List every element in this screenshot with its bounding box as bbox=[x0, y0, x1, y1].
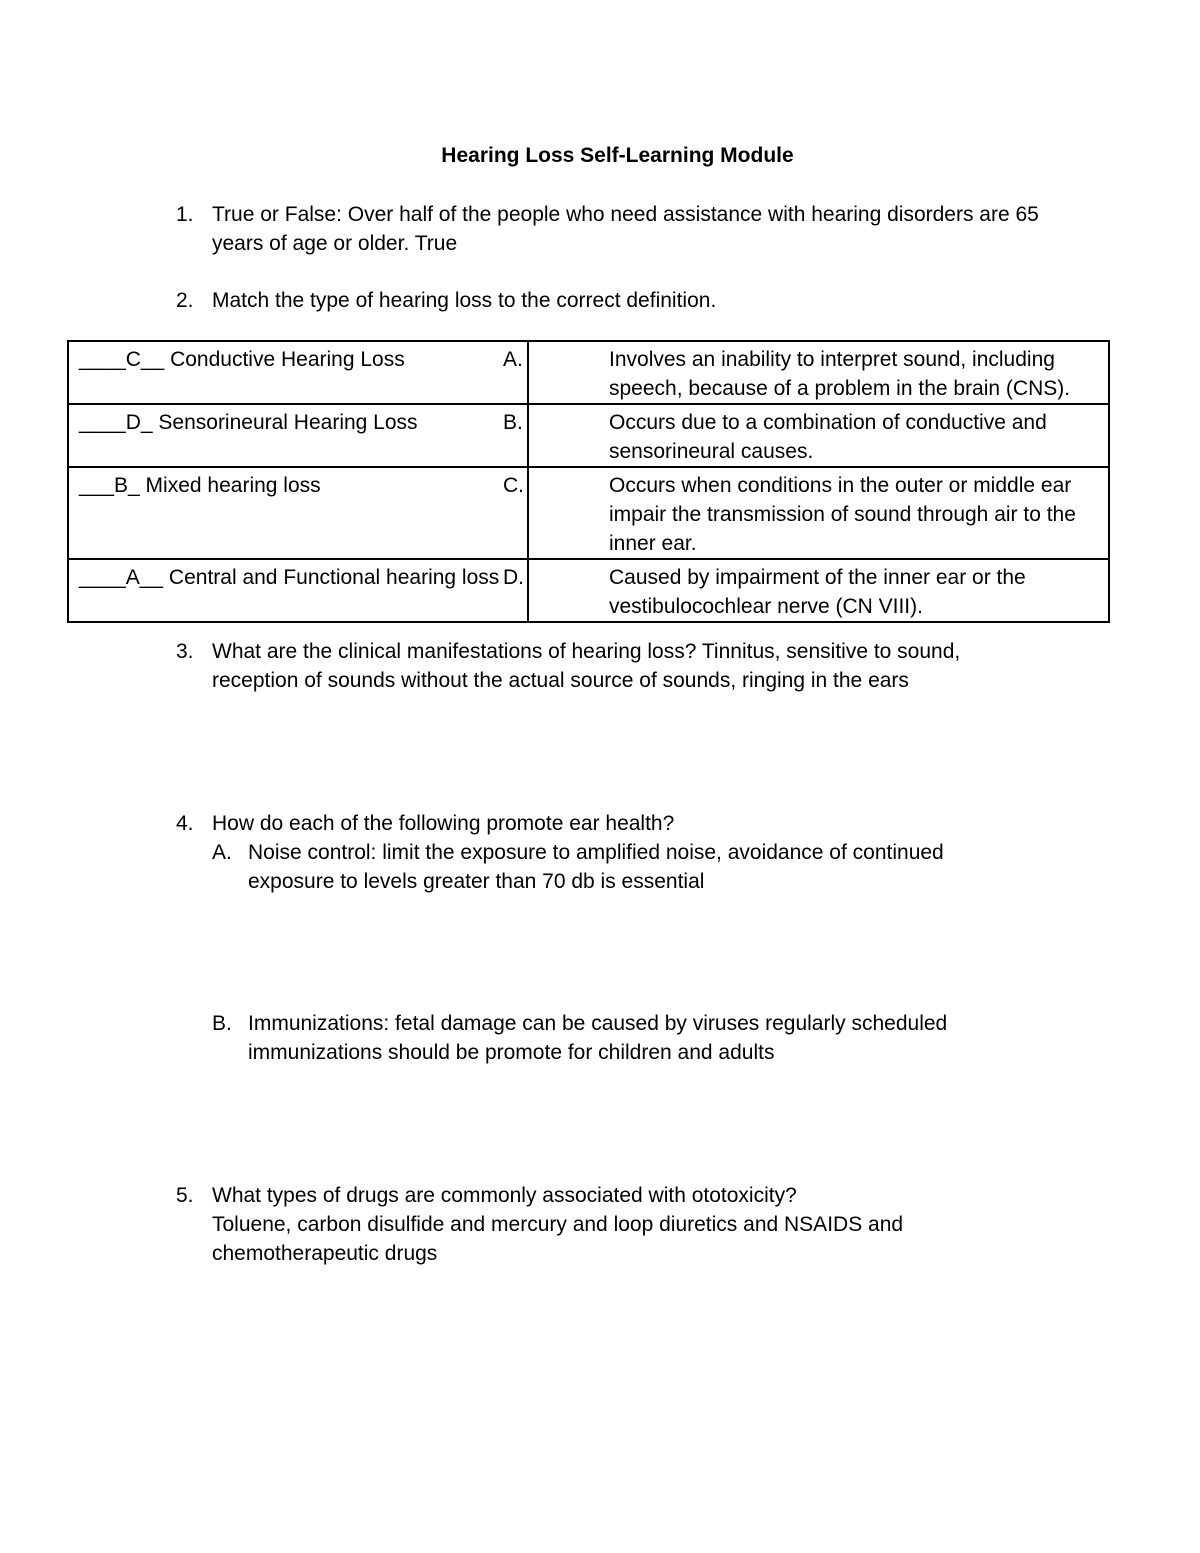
table-row bbox=[68, 559, 1109, 622]
matching-table bbox=[67, 340, 1110, 623]
question-1-text: True or False: Over half of the people who need assistance with hearing disorders are 65 years of age or older. True bbox=[212, 203, 1039, 255]
question-1-number: 1. bbox=[176, 203, 194, 226]
match-definition-cell bbox=[503, 341, 1109, 404]
question-2-text: Match the type of hearing loss to the correct definition. bbox=[212, 289, 717, 312]
question-4-number: 4. bbox=[176, 812, 194, 835]
question-2 bbox=[176, 286, 1076, 315]
question-1 bbox=[176, 200, 1076, 258]
definition-text: Occurs due to a combination of conductive and sensorineural causes. bbox=[609, 411, 1047, 463]
definition-letter: C. bbox=[503, 474, 524, 497]
part-a-letter: A. bbox=[212, 841, 232, 864]
question-4-text: How do each of the following promote ear health? bbox=[212, 812, 675, 835]
document-title: Hearing Loss Self-Learning Module bbox=[441, 144, 794, 167]
match-answer: ____A__ Central and Functional hearing loss bbox=[68, 559, 528, 622]
question-2-number: 2. bbox=[176, 289, 194, 312]
question-5-number: 5. bbox=[176, 1184, 194, 1207]
part-b-text: Immunizations: fetal damage can be caused by viruses regularly scheduled immunizations should be promote for children and adults bbox=[248, 1012, 948, 1064]
question-4-part-b bbox=[212, 1009, 1032, 1067]
question-3-text: What are the clinical manifestations of hearing loss? Tinnitus, sensitive to sound, reception of sounds without the actual source of sounds, ringing in the ears bbox=[212, 640, 961, 692]
question-4 bbox=[176, 809, 1076, 838]
definition-text: Involves an inability to interpret sound, including speech, because of a problem in the brain (CNS). bbox=[609, 348, 1071, 400]
question-3 bbox=[176, 637, 1016, 695]
match-definition-cell bbox=[503, 404, 1109, 467]
match-answer: ___B_ Mixed hearing loss bbox=[68, 467, 528, 559]
question-5 bbox=[176, 1181, 956, 1268]
match-answer: ____C__ Conductive Hearing Loss bbox=[68, 341, 528, 404]
question-5-text: What types of drugs are commonly associated with ototoxicity? bbox=[212, 1184, 797, 1207]
definition-letter: B. bbox=[503, 411, 523, 434]
table-row bbox=[68, 467, 1109, 559]
question-5-answer: Toluene, carbon disulfide and mercury and loop diuretics and NSAIDS and chemotherapeutic drugs bbox=[212, 1213, 904, 1265]
match-definition-cell bbox=[503, 467, 1109, 559]
part-a-text: Noise control: limit the exposure to amplified noise, avoidance of continued exposure to levels greater than 70 db is essential bbox=[248, 841, 944, 893]
definition-text: Caused by impairment of the inner ear or the vestibulocochlear nerve (CN VIII). bbox=[609, 566, 1026, 618]
definition-text: Occurs when conditions in the outer or middle ear impair the transmission of sound through air to the inner ear. bbox=[609, 474, 1076, 555]
part-b-letter: B. bbox=[212, 1012, 232, 1035]
question-3-number: 3. bbox=[176, 640, 194, 663]
match-answer: ____D_ Sensorineural Hearing Loss bbox=[68, 404, 528, 467]
table-row bbox=[68, 341, 1109, 404]
table-row bbox=[68, 404, 1109, 467]
match-definition-cell bbox=[503, 559, 1109, 622]
definition-letter: D. bbox=[503, 566, 524, 589]
question-4-part-a bbox=[212, 838, 1032, 896]
definition-letter: A. bbox=[503, 348, 523, 371]
